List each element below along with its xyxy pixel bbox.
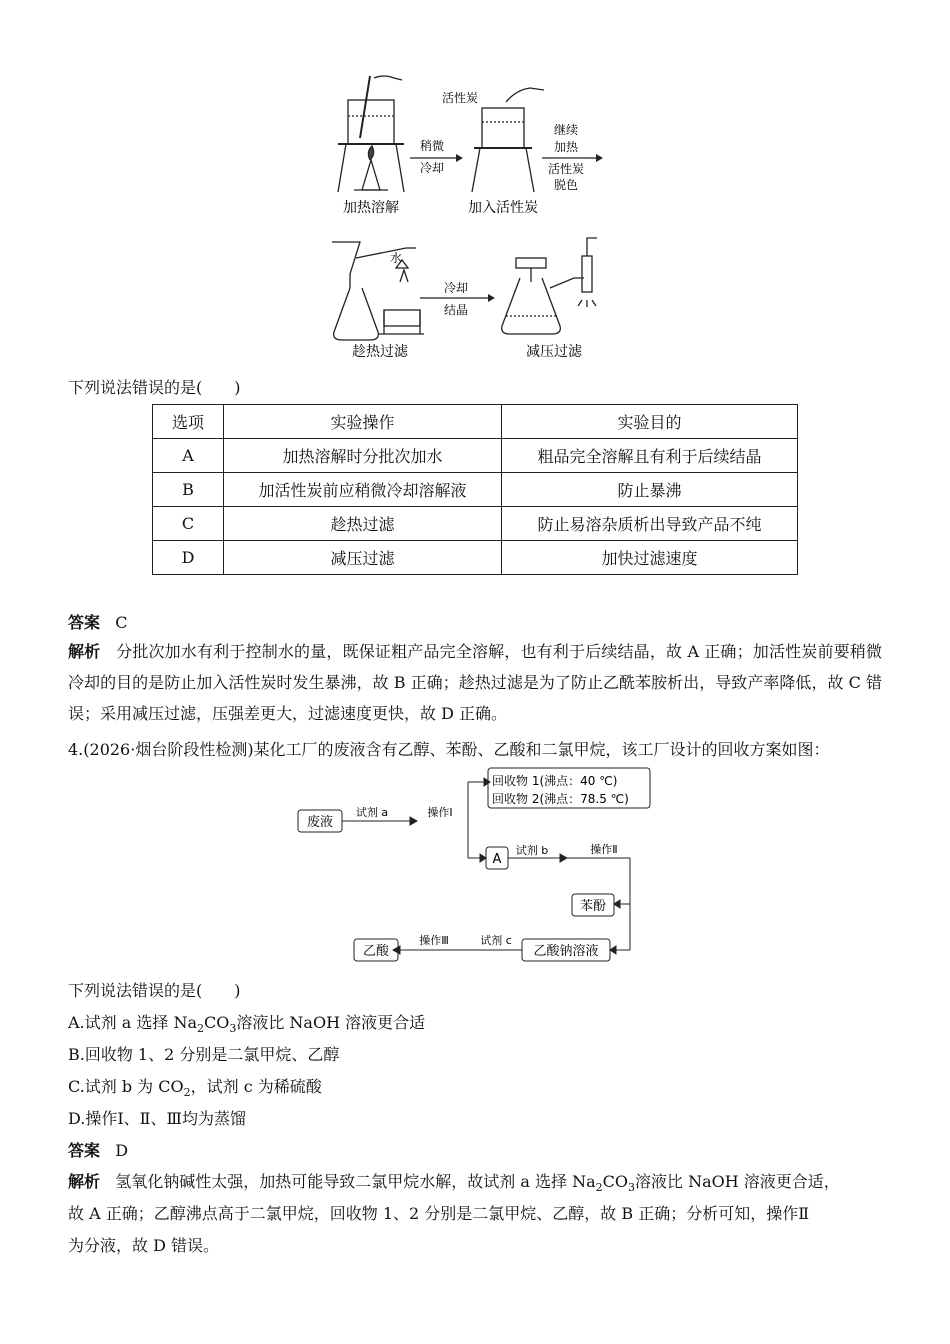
recovery-flowchart [290,762,670,966]
subscript: 3 [229,1022,237,1036]
answer-label: 答案 [68,1141,101,1160]
table-cell: 趁热过滤 [224,507,502,541]
option-text: C.试剂 b 为 CO [68,1077,184,1096]
op2-label: 操作Ⅱ [590,843,618,856]
table-cell: 加热溶解时分批次加水 [224,439,502,473]
subscript: 2 [595,1181,603,1195]
analysis-text: 溶液比 NaOH 溶液更合适， [634,1172,840,1191]
op3-label: 操作Ⅲ [419,934,449,947]
table-header: 实验目的 [502,405,798,439]
q4-answer [68,1138,128,1161]
product1-node: 回收物 1(沸点：40 ℃) [492,774,618,788]
table-row [153,473,798,507]
sodium-acetate-node: 乙酸钠溶液 [533,944,599,959]
q4-stem2: 下列说法错误的是( ) [68,981,241,1000]
table-cell: 粗品完全溶解且有利于后续结晶 [502,439,798,473]
q3-options-table [152,404,798,575]
table-cell: A [153,439,224,473]
table-cell: 加活性炭前应稍微冷却溶解液 [224,473,502,507]
table-header: 选项 [153,405,224,439]
analysis-text: 氢氧化钠碱性太强，加热可能导致二氯甲烷水解，故试剂 a 选择 Na [115,1172,596,1191]
product2-node: 回收物 2(沸点：78.5 ℃) [492,792,629,806]
step-label-hot-filter: 趁热过滤 [352,344,408,360]
q4-option-a [68,1010,425,1035]
step-label-dissolve: 加热溶解 [343,200,399,216]
q3-analysis [68,636,882,729]
subscript: 2 [196,1022,204,1036]
waste-node: 废液 [306,815,334,830]
option-text: ，试剂 c 为稀硫酸 [190,1077,322,1096]
analysis-label: 解析 [68,642,101,661]
answer-value: D [115,1141,129,1160]
phenol-node: 苯酚 [579,899,607,914]
q3-answer [68,610,128,633]
subscript: 2 [183,1086,191,1100]
reagent-c-label: 试剂 c [480,934,512,947]
arrow1-line1: 稍微 [419,139,445,153]
q4-analysis-line1 [68,1169,840,1194]
analysis-text: 分批次加水有利于控制水的量，既保证粗产品完全溶解，也有利于后续结晶，故 A 正确；加活性炭前要稍微冷却的目的是防止加入活性炭时发生暴沸，故 B 正确；趁热过滤是为了防止乙酰苯胺析出，导致产率降低，故 C 错误；采用减压过滤，压强差更大，过滤速度更快，故 D 正确。 [68,642,882,723]
option-text: 溶液比 NaOH 溶液更合适 [236,1013,426,1032]
q4-analysis-line2: 故 A 正确；乙醇沸点高于二氯甲烷，回收物 1、2 分别是二氯甲烷、乙醇，故 B 正确；分析可知，操作Ⅱ [68,1204,810,1223]
op1-label: 操作Ⅰ [427,806,453,819]
arrow2-line3: 活性炭 [547,162,585,176]
q4-option-d: D.操作Ⅰ、Ⅱ、Ⅲ均为蒸馏 [68,1109,246,1128]
hot-filtration-apparatus [332,242,424,340]
carbon-label: 活性炭 [441,91,479,105]
table-row [153,541,798,575]
arrow3-line2: 结晶 [443,303,469,317]
q4-stem: 4.(2026·烟台阶段性检测)某化工厂的废液含有乙醇、苯酚、乙酸和二氯甲烷，该工厂设计的回收方案如图： [68,740,830,759]
step-label-vacuum-filter: 减压过滤 [526,344,582,360]
table-cell: 减压过滤 [224,541,502,575]
reagent-b-label: 试剂 b [515,844,549,857]
answer-value: C [115,613,128,632]
vacuum-filtration-apparatus [502,238,597,334]
q3-stem: 下列说法错误的是( ) [68,378,241,397]
arrow2-line1: 继续 [553,123,579,137]
water-label: 水 [389,251,403,265]
table-cell: D [153,541,224,575]
table-cell: C [153,507,224,541]
q4-option-b: B.回收物 1、2 分别是二氯甲烷、乙醇 [68,1045,340,1064]
step-label-add-carbon: 加入活性炭 [468,200,538,216]
subscript: 3 [627,1181,635,1195]
option-text: CO [203,1013,230,1032]
q4-option-c [68,1074,322,1099]
table-cell: 加快过滤速度 [502,541,798,575]
a-node: A [492,852,502,867]
arrow3-line1: 冷却 [443,281,469,295]
table-cell: 防止暴沸 [502,473,798,507]
table-row [153,507,798,541]
arrow2-line4: 脱色 [553,178,579,192]
analysis-text: CO [602,1172,628,1191]
experiment-apparatus-figure [320,72,640,364]
reagent-a-label: 试剂 a [355,806,389,819]
acetic-acid-node: 乙酸 [362,944,390,959]
option-text: A.试剂 a 选择 Na [68,1013,197,1032]
arrow2-line2: 加热 [553,140,579,154]
answer-label: 答案 [68,613,101,632]
add-carbon-apparatus [472,88,544,192]
table-row [153,439,798,473]
table-cell: 防止易溶杂质析出导致产品不纯 [502,507,798,541]
table-cell: B [153,473,224,507]
q4-analysis-line3: 为分液，故 D 错误。 [68,1236,220,1255]
heating-dissolution-apparatus [338,76,404,192]
analysis-label: 解析 [68,1172,101,1191]
table-header-row [153,405,798,439]
arrow1-line2: 冷却 [419,161,445,175]
table-header: 实验操作 [224,405,502,439]
